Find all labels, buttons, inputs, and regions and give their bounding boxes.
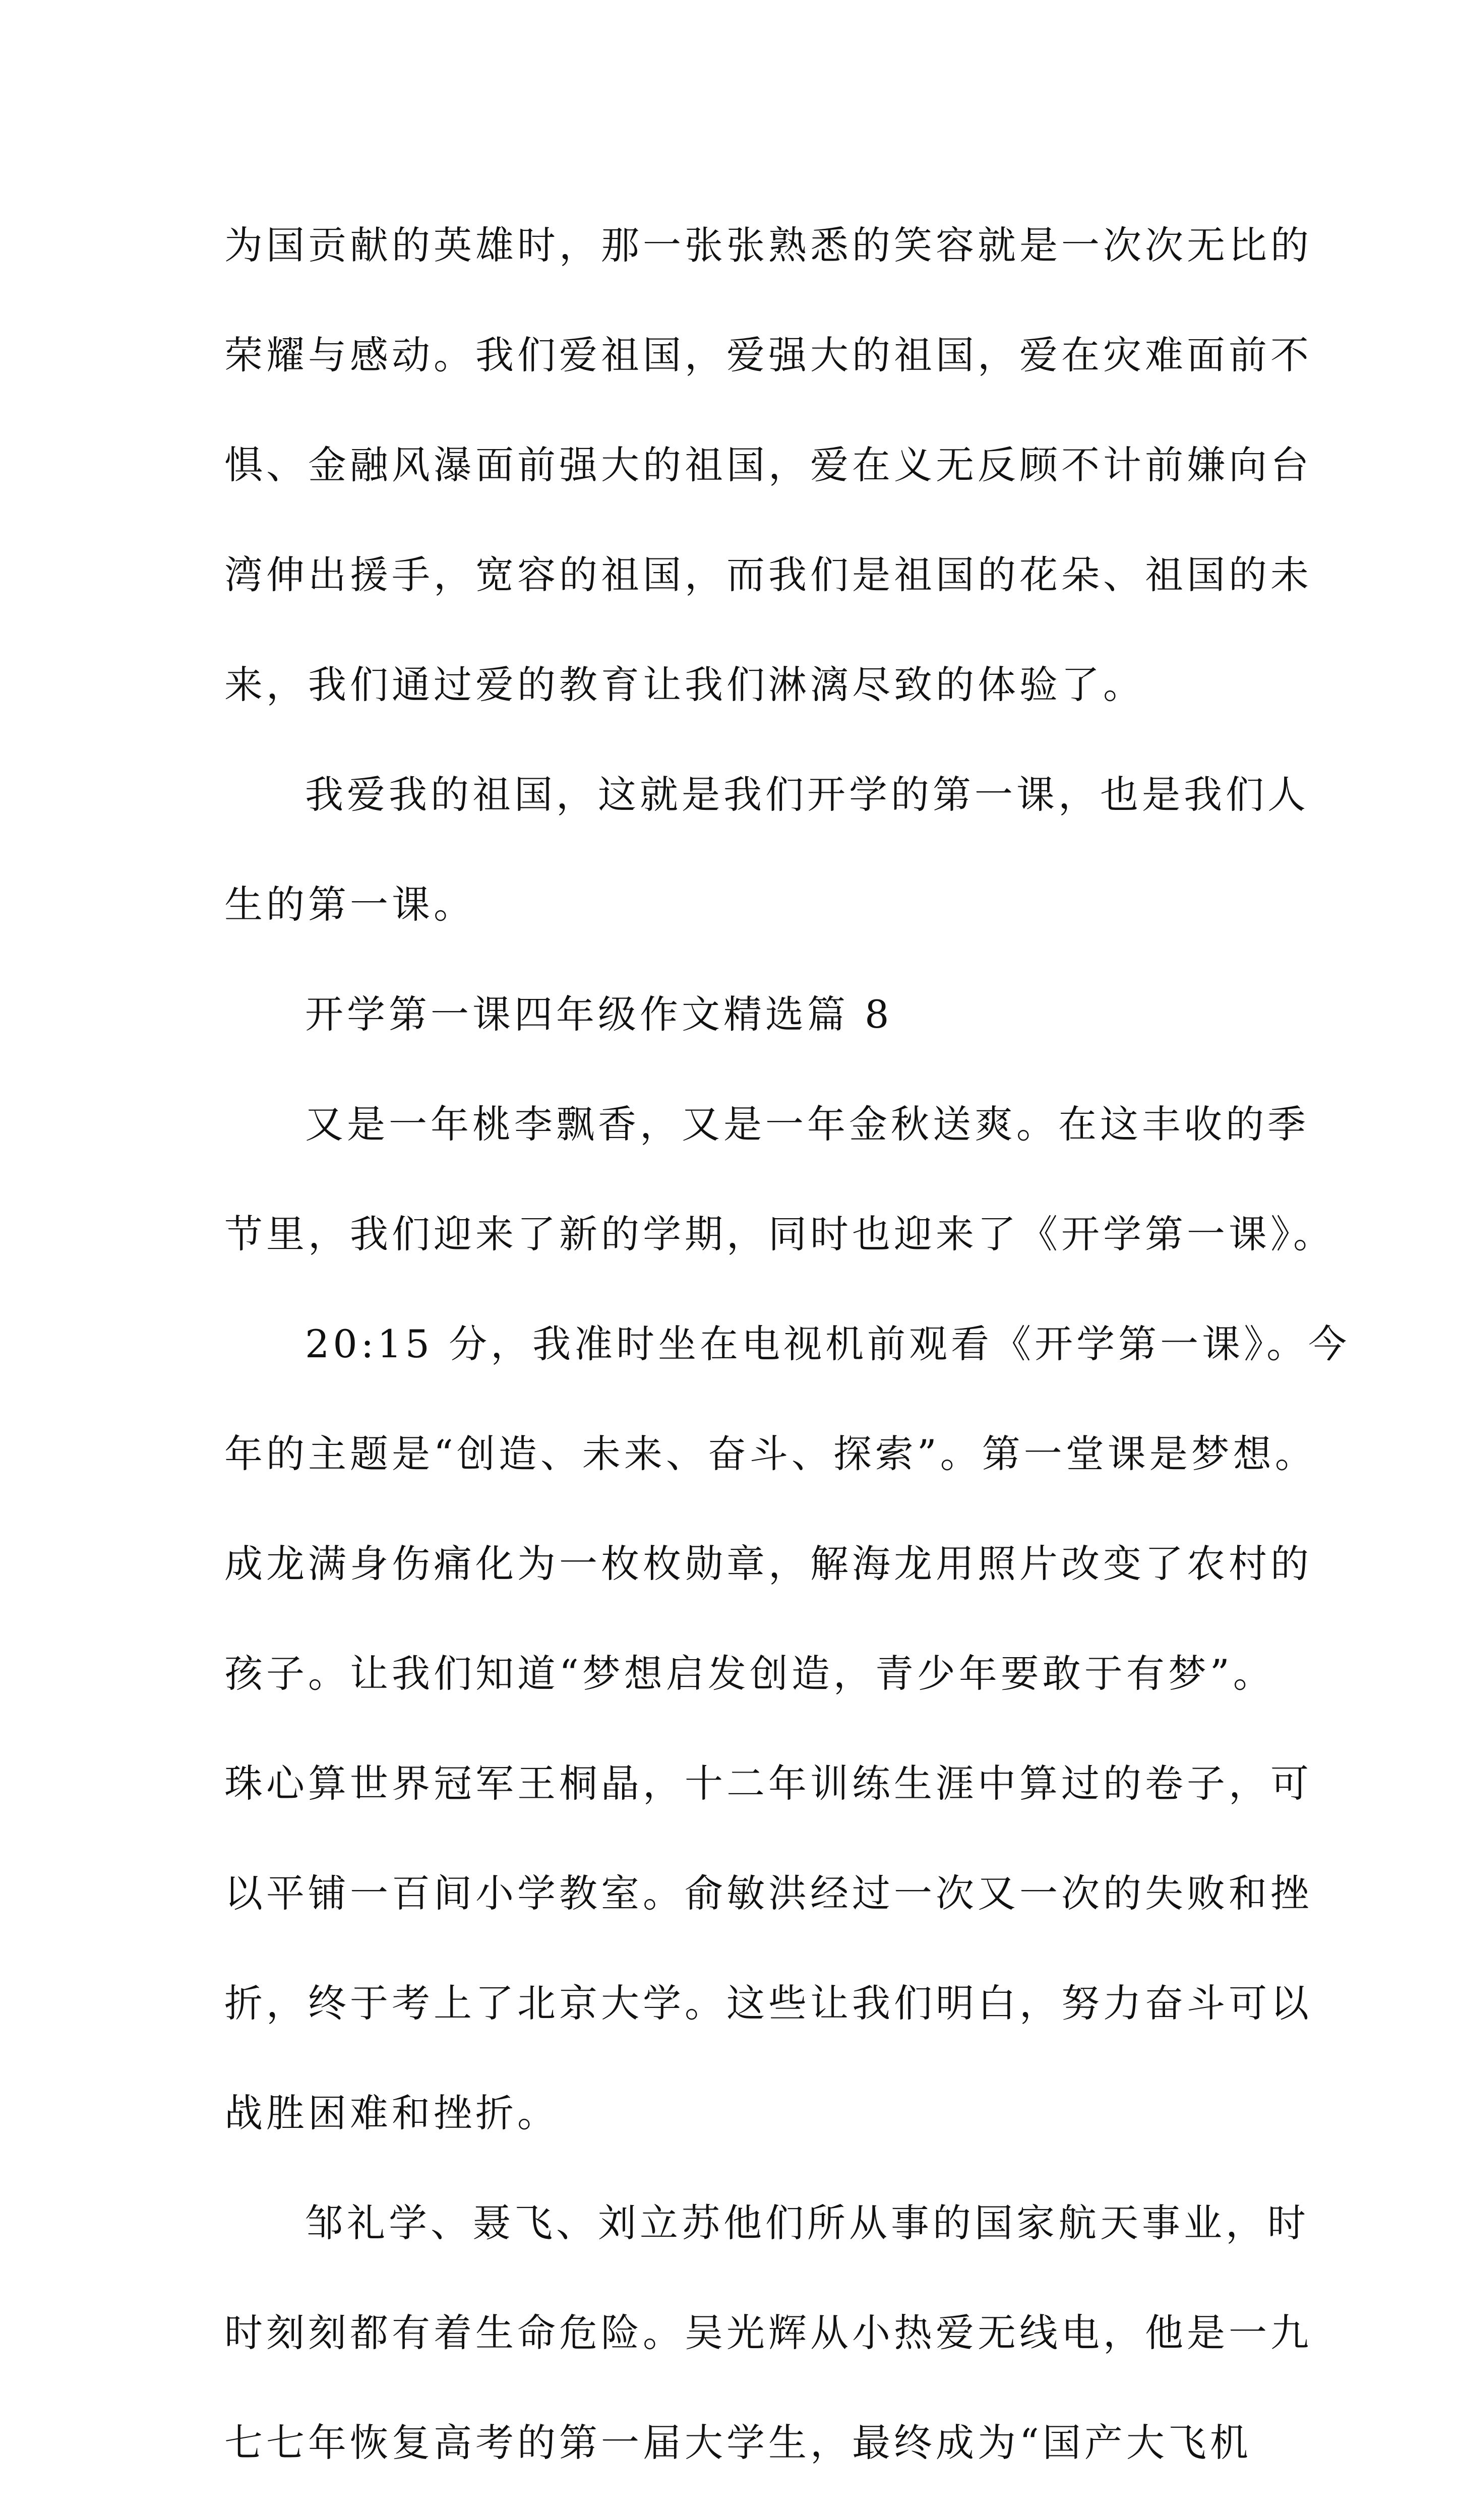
text-line: 珠心算世界冠军王桐晶，十二年训练生涯中算过的卷子，可 xyxy=(224,1761,1312,1806)
paragraph-continuation xyxy=(224,191,1312,740)
text-line: 年的主题是“创造、未来、奋斗、探索”。第一堂课是梦想。 xyxy=(224,1431,1317,1476)
text-line: 荣耀与感动。我们爱祖国，爱强大的祖国，爱在灾难面前不 xyxy=(224,333,1312,377)
text-line xyxy=(224,2498,1248,2520)
text-line: 成龙满身伤痛化为一枚枚勋章，解海龙用照片改变了农村的 xyxy=(224,1541,1312,1586)
text-line: 以平铺一百间小学教室。俞敏洪经过一次又一次的失败和挫 xyxy=(224,1871,1312,1916)
text-line: 节里，我们迎来了新的学期，同时也迎来了《开学第一课》。 xyxy=(224,1212,1335,1256)
text-line: 湾伸出援手，宽容的祖国，而我们是祖国的花朵、祖国的未 xyxy=(224,552,1312,597)
paragraph xyxy=(224,1069,1335,1289)
text-line: 时刻刻都有着生命危险。吴光辉从小热爱无线电，他是一九 xyxy=(224,2310,1312,2355)
text-line: 邹礼学、聂飞、刘立苏他们所从事的国家航天事业，时 xyxy=(305,2200,1309,2245)
text-line: 七七年恢复高考的第一届大学生，最终成为“国产大飞机 xyxy=(224,2420,1252,2465)
paragraph xyxy=(224,2168,1312,2520)
paragraph xyxy=(224,740,1309,960)
text-line: 折，终于考上了北京大学。这些让我们明白，努力奋斗可以 xyxy=(224,1981,1312,2026)
text-line: 孩子。让我们知道“梦想启发创造，青少年要敢于有梦”。 xyxy=(224,1651,1275,1696)
text-line: 来，我们通过爱的教育让我们淋漓尽致的体验了。 xyxy=(224,662,1145,707)
text-line: 战胜困难和挫折。 xyxy=(224,2091,559,2135)
document-body xyxy=(224,191,1351,2520)
text-line: 我爱我的祖国，这就是我们开学的第一课，也是我们人 xyxy=(305,772,1309,817)
paragraph xyxy=(224,1289,1351,2168)
text-line: 又是一年桃李飘香，又是一年金秋送爽。在这丰收的季 xyxy=(305,1102,1309,1147)
heading-line: 开学第一课四年级作文精选篇 8 xyxy=(305,992,893,1037)
text-line: 20:15 分，我准时坐在电视机前观看《开学第一课》。今 xyxy=(305,1321,1351,1366)
section-heading xyxy=(224,960,1248,1069)
text-line: 生的第一课。 xyxy=(224,882,475,927)
text-line: 惧、金融风瀑面前强大的祖国，爱在义无反顾不计前嫌向台 xyxy=(224,443,1312,487)
text-line: 为国贡献的英雄时，那一张张熟悉的笑容就是一次次无比的 xyxy=(224,223,1312,268)
